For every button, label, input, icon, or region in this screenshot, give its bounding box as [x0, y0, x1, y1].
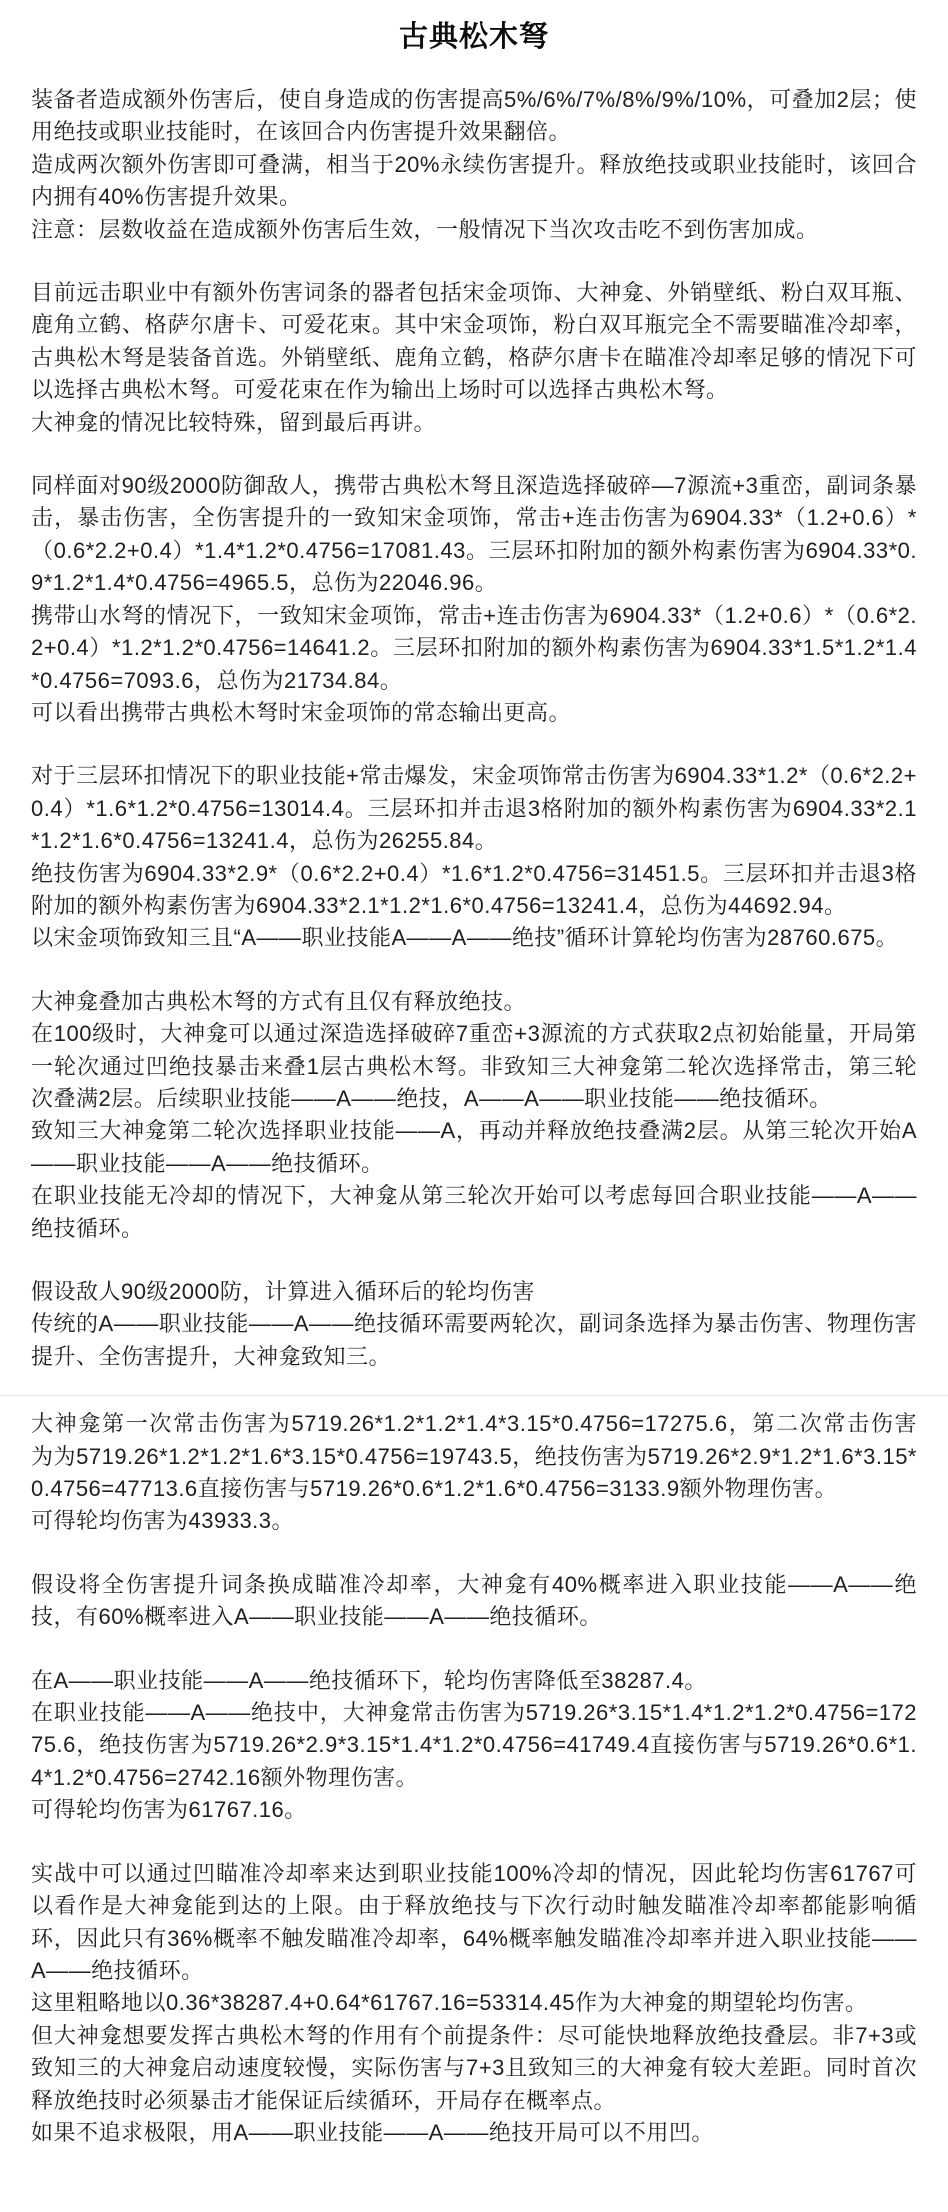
paragraph: 但大神龛想要发挥古典松木弩的作用有个前提条件：尽可能快地释放绝技叠层。非7+3或致知三的大神龛启动速度较慢，实际伤害与7+3且致知三的大神龛有较大差距。同时首次释放绝技时必须暴击才能保证后续循环，开局存在概率点。: [31, 2022, 917, 2113]
paragraph: 可得轮均伤害为61767.16。: [31, 1797, 307, 1823]
paragraph: 致知三大神龛第二轮次选择职业技能——A，再动并释放绝技叠满2层。从第三轮次开始A——职业技能——A——绝技循环。: [31, 1118, 917, 1176]
paragraph: 在职业技能无冷却的情况下，大神龛从第三轮次开始可以考虑每回合职业技能——A——绝技循环。: [31, 1183, 917, 1241]
paragraph: 假设敌人90级2000防，计算进入循环后的轮均伤害: [31, 1279, 535, 1304]
paragraph: 如果不追求极限，用A——职业技能——A——绝技开局可以不用凹。: [31, 2119, 714, 2145]
paragraph: 实战中可以通过凹瞄准冷却率来达到职业技能100%冷却的情况，因此轮均伤害61767可以看作是大神龛能到达的上限。由于释放绝技与下次行动时触发瞄准冷却率都能影响循环，因此只有36%概率不触发瞄准冷却率，64%概率触发瞄准冷却率并进入职业技能——A——绝技循环。: [31, 1860, 917, 1983]
text-section: [31, 1858, 917, 2150]
text-section: [31, 1408, 917, 1538]
paragraph: 同样面对90级2000防御敌人，携带古典松木弩且深造选择破碎—7源流+3重峦，副词条暴击，暴击伤害，全伤害提升的一致知宋金项饰，常击+连击伤害为6904.33*（1.2+0.6）*（0.6*2.2+0.4）*1.4*1.2*0.4756=17081.43。三层环扣附加的额外构素伤害为6904.33*0.9*1.2*1.4*0.4756=4965.5，总伤为22046.96。: [31, 473, 917, 596]
paragraph: 大神龛的情况比较特殊，留到最后再讲。: [31, 409, 437, 435]
text-section: [31, 986, 917, 1245]
article-body: [31, 84, 917, 2149]
section-divider: [0, 1395, 948, 1396]
paragraph: 造成两次额外伤害即可叠满，相当于20%永续伤害提升。释放绝技或职业技能时，该回合内拥有40%伤害提升效果。: [31, 151, 917, 210]
paragraph: 注意：层数收益在造成额外伤害后生效，一般情况下当次攻击吃不到伤害加成。: [31, 216, 819, 242]
paragraph: 在职业技能——A——绝技中，大神龛常击伤害为5719.26*3.15*1.4*1.2*1.2*0.4756=17275.6，绝技伤害为5719.26*2.9*3.15*1.4*1.2*0.4756=41749.4直接伤害与5719.26*0.6*1.4*1.2*0.4756=2742.16额外物理伤害。: [31, 1700, 917, 1790]
paragraph: 大神龛叠加古典松木弩的方式有且仅有释放绝技。: [31, 988, 527, 1014]
text-section: [31, 1276, 917, 1373]
paragraph: 目前远击职业中有额外伤害词条的器者包括宋金项饰、大神龛、外销壁纸、粉白双耳瓶、鹿角立鹤、格萨尔唐卡、可爱花束。其中宋金项饰，粉白双耳瓶完全不需要瞄准冷却率，古典松木弩是装备首选。外销壁纸、鹿角立鹤，格萨尔唐卡在瞄准冷却率足够的情况下可以选择古典松木弩。可爱花束在作为输出上场时可以选择古典松木弩。: [31, 280, 917, 403]
page-title: 古典松木弩: [398, 21, 549, 53]
paragraph: 假设将全伤害提升词条换成瞄准冷却率，大神龛有40%概率进入职业技能——A——绝技，有60%概率进入A——职业技能——A——绝技循环。: [31, 1571, 917, 1630]
paragraph: 大神龛第一次常击伤害为5719.26*1.2*1.2*1.4*3.15*0.4756=17275.6，第二次常击伤害为为5719.26*1.2*1.2*1.6*3.15*0.4756=19743.5，绝技伤害为5719.26*2.9*1.2*1.6*3.15*0.4756=47713.6直接伤害与5719.26*0.6*1.2*1.6*0.4756=3133.9额外物理伤害。: [31, 1411, 917, 1502]
paragraph: 对于三层环扣情况下的职业技能+常击爆发，宋金项饰常击伤害为6904.33*1.2*（0.6*2.2+0.4）*1.6*1.2*0.4756=13014.4。三层环扣并击退3格附加的额外构素伤害为6904.33*2.1*1.2*1.6*0.4756=13241.4，总伤为26255.84。: [31, 763, 917, 854]
paragraph: 在A——职业技能——A——绝技循环下，轮均伤害降低至38287.4。: [31, 1667, 707, 1693]
paragraph: 可以看出携带古典松木弩时宋金项饰的常态输出更高。: [31, 699, 572, 725]
paragraph: 装备者造成额外伤害后，使自身造成的伤害提高5%/6%/7%/8%/9%/10%，可叠加2层；使用绝技或职业技能时，在该回合内伤害提升效果翻倍。: [31, 87, 917, 145]
paragraph: 携带山水弩的情况下，一致知宋金项饰，常击+连击伤害为6904.33*（1.2+0.6）*（0.6*2.2+0.4）*1.2*1.2*0.4756=14641.2。三层环扣附加的额外构素伤害为6904.33*1.5*1.2*1.4*0.4756=7093.6，总伤为21734.84。: [31, 602, 917, 693]
paragraph: 传统的A——职业技能——A——绝技循环需要两轮次，副词条选择为暴击伤害、物理伤害提升、全伤害提升，大神龛致知三。: [31, 1311, 917, 1369]
paragraph: 以宋金项饰致知三且“A——职业技能A——A——绝技”循环计算轮均伤害为28760.675。: [31, 925, 899, 951]
paragraph: 可得轮均伤害为43933.3。: [31, 1508, 295, 1534]
text-section: [31, 277, 917, 439]
paragraph: 绝技伤害为6904.33*2.9*（0.6*2.2+0.4）*1.6*1.2*0.4756=31451.5。三层环扣并击退3格附加的额外构素伤害为6904.33*2.1*1.2*1.6*0.4756=13241.4，总伤为44692.94。: [31, 860, 917, 918]
text-section: [31, 470, 917, 729]
text-section: [31, 760, 917, 954]
text-section: [31, 84, 917, 246]
paragraph: 在100级时，大神龛可以通过深造选择破碎7重峦+3源流的方式获取2点初始能量，开局第一轮次通过凹绝技暴击来叠1层古典松木弩。非致知三大神龛第二轮次选择常击，第三轮次叠满2层。后续职业技能——A——绝技，A——A——职业技能——绝技循环。: [31, 1021, 917, 1111]
text-section: [31, 1569, 917, 1634]
text-section: [31, 1665, 917, 1827]
paragraph: 这里粗略地以0.36*38287.4+0.64*61767.16=53314.45作为大神龛的期望轮均伤害。: [31, 1990, 868, 2016]
